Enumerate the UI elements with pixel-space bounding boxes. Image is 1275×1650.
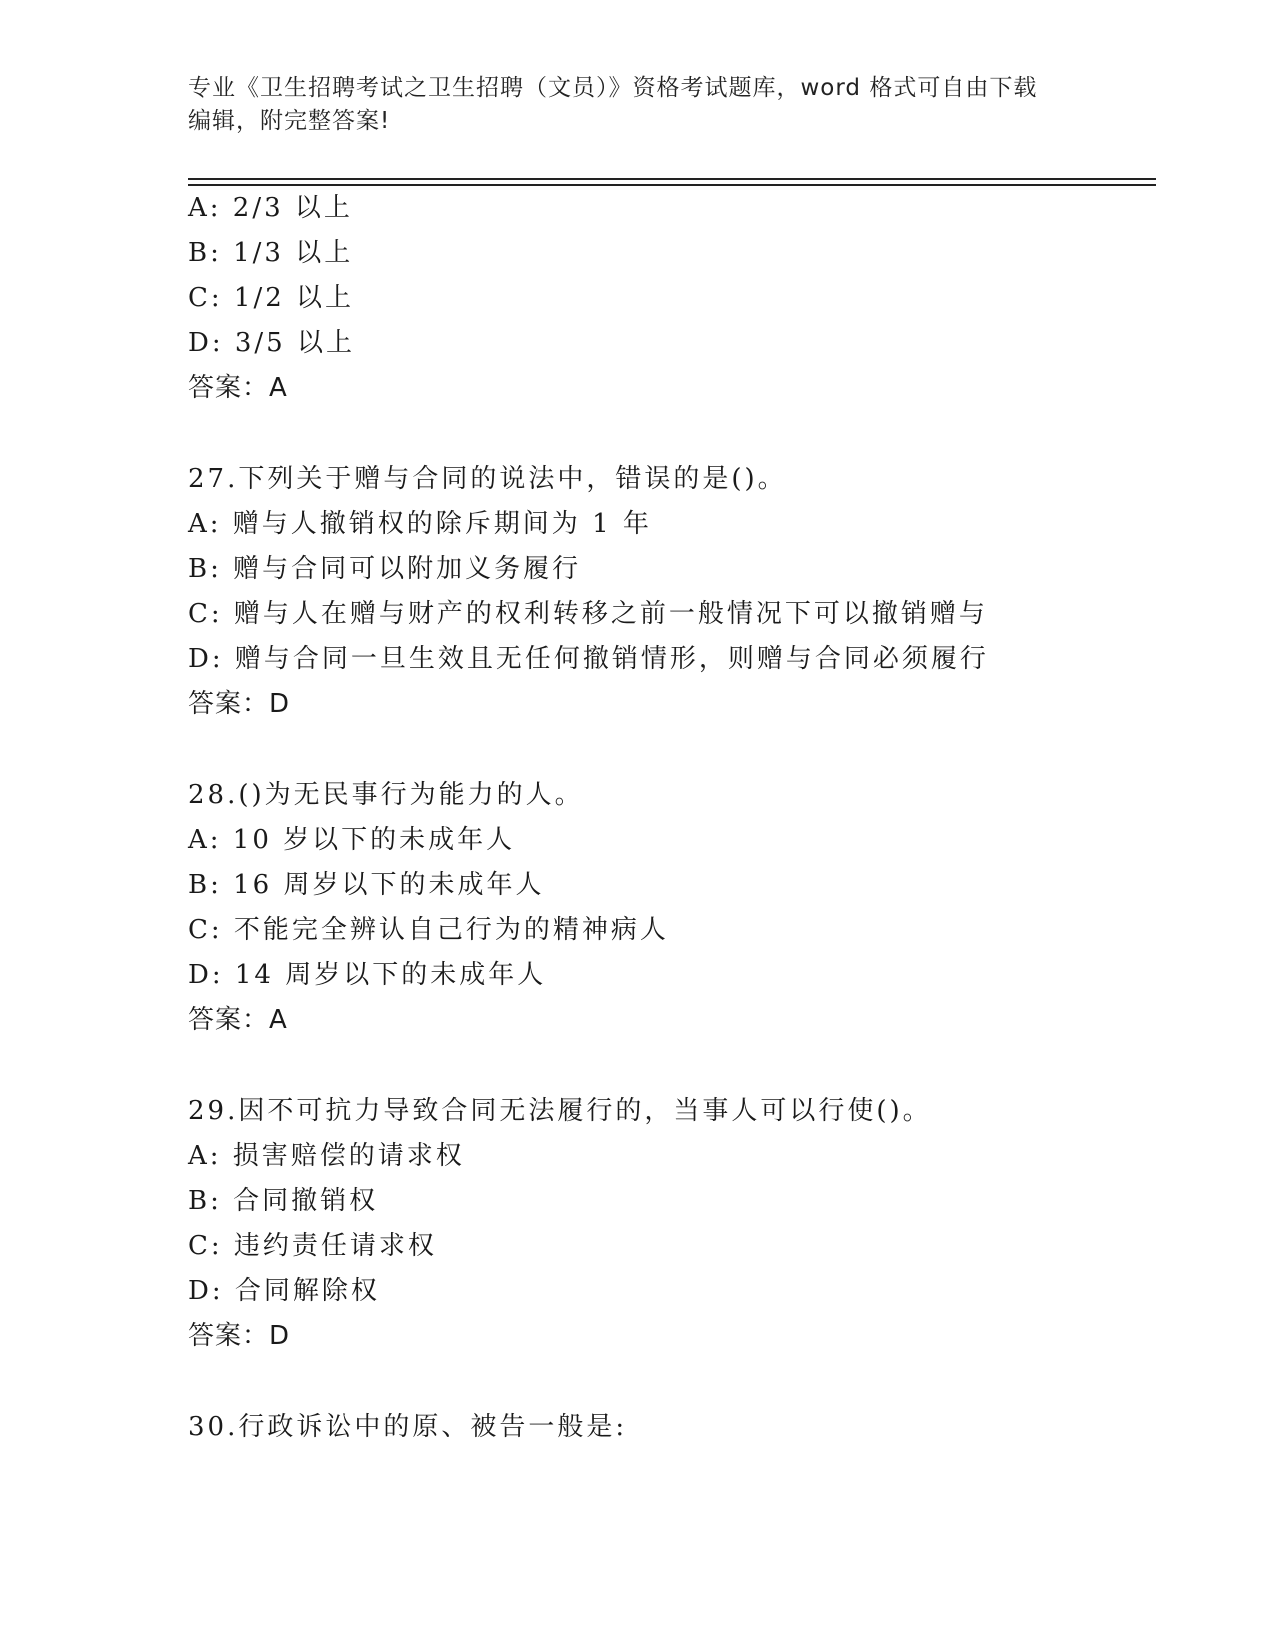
header-rule-bottom (188, 184, 1156, 186)
q30-stem: 30.行政诉讼中的原、被告一般是: (188, 1412, 628, 1442)
header-line-2: 编辑，附完整答案! (188, 108, 391, 134)
q27-option-a: A: 赠与人撤销权的除斥期间为 1 年 (188, 509, 652, 539)
q29-stem: 29.因不可抗力导致合同无法履行的，当事人可以行使()。 (188, 1096, 932, 1126)
q29-option-d: D: 合同解除权 (188, 1276, 380, 1306)
q27-option-c: C: 赠与人在赠与财产的权利转移之前一般情况下可以撤销赠与 (188, 599, 988, 629)
q26-option-b: B: 1/3 以上 (188, 238, 354, 268)
q29-option-a: A: 损害赔偿的请求权 (188, 1141, 465, 1171)
q28-option-b: B: 16 周岁以下的未成年人 (188, 870, 545, 900)
header-line-1: 专业《卫生招聘考试之卫生招聘（文员）》资格考试题库，word 格式可自由下载 (188, 75, 1038, 101)
header-rule-top (188, 178, 1156, 180)
q28-option-d: D: 14 周岁以下的未成年人 (188, 960, 547, 990)
q27-option-b: B: 赠与合同可以附加义务履行 (188, 554, 582, 584)
q27-stem: 27.下列关于赠与合同的说法中，错误的是()。 (188, 464, 787, 494)
document-header (188, 72, 1088, 138)
q29-option-b: B: 合同撤销权 (188, 1186, 379, 1216)
q26-option-a: A: 2/3 以上 (188, 193, 353, 223)
q26-answer: 答案：A (188, 373, 288, 403)
q28-option-c: C: 不能完全辨认自己行为的精神病人 (188, 915, 669, 945)
q29-answer: 答案：D (188, 1321, 291, 1351)
q26-option-d: D: 3/5 以上 (188, 328, 355, 358)
q28-option-a: A: 10 岁以下的未成年人 (188, 825, 516, 855)
q28-answer: 答案：A (188, 1005, 288, 1035)
q26-option-c: C: 1/2 以上 (188, 283, 355, 313)
q27-option-d: D: 赠与合同一旦生效且无任何撤销情形，则赠与合同必须履行 (188, 644, 989, 674)
q27-answer: 答案：D (188, 689, 291, 719)
q29-option-c: C: 违约责任请求权 (188, 1231, 437, 1261)
q28-stem: 28.()为无民事行为能力的人。 (188, 780, 584, 810)
